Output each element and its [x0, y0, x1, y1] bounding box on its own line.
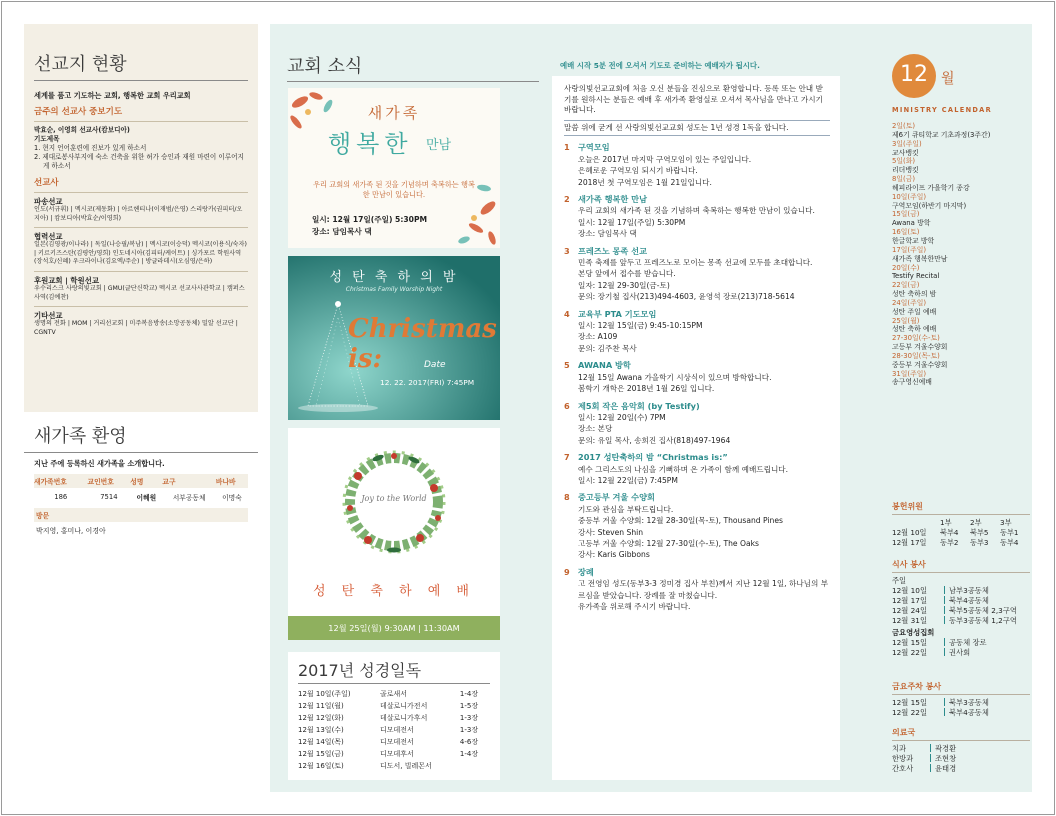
bible-book: 데살로니가전서 [380, 702, 428, 710]
news-item [564, 194, 830, 240]
calendar-event: 구역모임(하반기 마지막) [892, 201, 967, 210]
bible-date: 12월 12일(화) [298, 714, 344, 722]
card3-title: 성 탄 축 하 예 배 [312, 584, 475, 599]
calendar-date: 10일(주일) [892, 192, 927, 201]
news-item-number: 9 [564, 566, 570, 577]
news-list [552, 76, 840, 780]
dept: 치과 [892, 744, 907, 753]
service-team: 북부3공동체 [949, 698, 989, 707]
card1-desc: 우리 교회의 새가족 된 것을 기념하며 축복하는 행복한 만남이 있습니다. [313, 180, 475, 199]
person: 곽경환 [935, 744, 957, 753]
month-suffix: 월 [941, 71, 955, 87]
bible-chapters [460, 760, 488, 772]
calendar-event: 성탄 축하의 밤 [892, 290, 937, 299]
news-item-line: 고 전영임 성도(동부3-3 정미경 집사 부친)께서 지난 12월 1일, 하나님의 부르심을 받았습니다. 장례를 잘 마쳤습니다. [578, 579, 829, 600]
news-item-line: 12월 15일 Awana 가을학기 시상식이 있으며 방학합니다. [578, 372, 772, 382]
verse-note: 말씀 위에 굳게 선 사랑의빛선교교회 성도는 1년 성경 1독을 합니다. [564, 120, 830, 137]
bible-book: 디모데전서 [380, 738, 414, 746]
news-item-line: 고등부 겨울 수양회: 12월 27-30일(수-토), The Oaks [578, 538, 759, 548]
service-team: 북부4공동체 [949, 708, 989, 717]
parking-head: 금요주차 봉사 [892, 682, 1030, 695]
bible-chapters: 1-3장 [459, 726, 479, 734]
table-cell: 이명숙 [222, 494, 242, 502]
group1-title: 파송선교 [34, 197, 63, 206]
calendar-date: 15일(금) [892, 210, 920, 219]
news-item-number: 3 [564, 245, 570, 256]
service-team: 남부3공동체 [949, 586, 989, 595]
service-date: 12월 10일 [892, 528, 927, 537]
news-item-number: 1 [564, 142, 570, 153]
person: 윤태경 [935, 764, 957, 773]
news-item-line: 민족 축제를 앞두고 프레즈노로 모이는 몽족 선교에 모두를 초대합니다. [578, 258, 813, 268]
news-item-line: 문의: 유일 목사, 송희진 집사(818)497-1964 [578, 435, 731, 445]
christmas-service-card [288, 428, 500, 640]
news-item-line: 장소: 본당 [578, 424, 613, 434]
ministry-calendar [892, 122, 1030, 387]
news-item-title: 2017 성탄축하의 밤 “Christmas is:” [578, 452, 728, 463]
news-item-number: 4 [564, 308, 570, 319]
card1-time: 일시: 12월 17일(주일) 5:30PM [312, 215, 428, 224]
calendar-event: 한글학교 방학 [892, 236, 935, 245]
calendar-event: Awana 방학 [892, 219, 931, 228]
meal-head: 식사 봉사 [892, 560, 1030, 573]
welcome-text: 사랑의빛선교교회에 처음 오신 분들을 진심으로 환영합니다. 등록 또는 안내 받기를 원하시는 분들은 예배 후 새가족 환영실로 오셔서 목사님을 만나고 가시기 바랍니다. [564, 84, 823, 115]
bible-book: 데살로니가후서 [380, 714, 428, 722]
dept: 간호사 [892, 764, 914, 773]
card2-date: 12. 22. 2017(FRI) 7:45PM [380, 378, 475, 387]
news-item-title: 중고등부 겨울 수양회 [578, 492, 655, 503]
news-item [564, 567, 830, 613]
news-item-line: 우리 교회의 새가족 된 것을 기념하며 축복하는 행복한 만남이 있습니다. [578, 206, 815, 216]
news-item [564, 452, 830, 486]
news-item-line: 일시: 12월 15일(금) 9:45-10:15PM [578, 321, 703, 331]
col-header: 새가족번호 [34, 478, 67, 486]
news-item-line: 2018년 첫 구역모임은 1월 21일입니다. [578, 177, 712, 187]
group4-title: 기타선교 [34, 311, 63, 321]
bible-title: 2017년 성경일독 [298, 658, 490, 684]
table-cell: 서부공동체 [172, 494, 206, 502]
calendar-date: 20일(수) [892, 263, 920, 272]
service-date: 12월 17일 [892, 596, 927, 605]
bible-book: 디도서, 빌레몬서 [380, 762, 432, 770]
meal-box [892, 560, 1030, 658]
newcomers-title: 새가족 환영 [24, 418, 258, 453]
table-cell: 동부1 [1000, 528, 1019, 537]
service-date: 12월 15일 [892, 698, 927, 707]
medical-box [892, 728, 1030, 774]
bible-table [298, 688, 488, 772]
newcomer-meeting-card [288, 88, 500, 248]
wreath-image [288, 428, 500, 578]
card1-suffix: 만남 [426, 138, 452, 153]
news-item-line: 본당 앞에서 접수를 받습니다. [578, 269, 676, 279]
table-cell: 이혜원 [136, 494, 157, 502]
calendar-date: 8일(금) [892, 175, 916, 184]
bible-book: 디모데전서 [380, 726, 414, 734]
news-item-line: 일시: 12월 22일(금) 7:45PM [578, 475, 678, 485]
newcomers-panel [24, 418, 258, 538]
bible-date: 12월 15일(금) [298, 750, 344, 758]
weekly-head: 금주의 선교사 중보기도 [34, 107, 123, 117]
news-item-line: 일시: 12월 17일(주일) 5:30PM [578, 217, 686, 227]
group2-title: 협력선교 [34, 232, 63, 242]
calendar-date: 3일(주일) [892, 139, 922, 148]
col-header: 교구 [162, 478, 176, 486]
news-item-line: 강사: Karis Gibbons [578, 550, 650, 560]
meal-sub: 주일 [892, 576, 907, 585]
table-cell: 동부4 [1000, 538, 1019, 547]
calendar-event: 송구영신예배 [892, 378, 932, 387]
news-item-line: 강사: Steven Shin [578, 527, 644, 537]
card2-date-label: Date [424, 360, 446, 370]
table-cell: 동부2 [940, 538, 959, 547]
news-item [564, 246, 830, 303]
friday-head: 금요영성집회 [892, 628, 935, 637]
wreath-text: Joy to the World [361, 494, 427, 503]
bible-chapters: 4-6장 [459, 738, 479, 746]
table-cell: 북부5 [970, 528, 989, 537]
news-item-number: 5 [564, 360, 570, 371]
service-date: 12월 15일 [892, 638, 927, 647]
news-item-line: 장소: A109 [578, 332, 618, 342]
card2-sub: Christmas Family Worship Night [345, 286, 443, 293]
service-date: 12월 10일 [892, 586, 927, 595]
news-item-line: 기도와 관심을 부탁드립니다. [578, 504, 674, 514]
calendar-date: 5일(화) [892, 157, 916, 166]
missions-panel [24, 24, 258, 412]
calendar-event: 성탄 주일 예배 [892, 307, 937, 316]
table-cell: 북부4 [940, 528, 959, 537]
news-item-line: 일자: 12월 29-30일(금-토) [578, 280, 670, 290]
news-item-number: 8 [564, 492, 570, 503]
calendar-label: MINISTRY CALENDAR [892, 106, 992, 114]
bible-chapters: 1-5장 [459, 702, 479, 710]
bible-date: 12월 14일(목) [298, 738, 344, 746]
worship-box [892, 502, 1030, 548]
missionary-head: 선교사 [34, 178, 59, 188]
bible-chapters: 1-4장 [459, 690, 479, 698]
calendar-event: 리더뱅킷 [892, 166, 919, 175]
newcomers-table [34, 474, 248, 506]
news-item-title: 구역모임 [578, 142, 610, 153]
person: 조현창 [935, 754, 957, 763]
news-item-line: 은혜로운 구역모임 되시기 바랍니다. [578, 166, 698, 176]
card2-script: Christmas is: [348, 314, 497, 374]
news-item-line: 중등부 겨울 수양회: 12월 28-30일(목-토), Thousand Pines [578, 516, 783, 526]
christmas-night-card [288, 256, 500, 420]
parking-box [892, 682, 1030, 718]
group3-title: 후원교회 | 학원선교 [34, 275, 99, 285]
calendar-date: 28-30일(목-토) [892, 351, 940, 360]
news-item-line: 문의: 장기철 집사(213)494-4603, 윤영석 장로(213)718-5614 [578, 292, 795, 302]
calendar-date: 25일(월) [892, 316, 920, 325]
news-item-number: 7 [564, 452, 570, 463]
calendar-event: 중등부 겨울수양회 [892, 360, 948, 369]
calendar-event: 고등부 겨울수양회 [892, 343, 948, 352]
calendar-event: 제6기 큐티학교 기초과정(3주간) [892, 130, 991, 139]
news-item-line: 봄학기 개학은 2018년 1월 26일 입니다. [578, 384, 715, 394]
col-header: 교인번호 [87, 478, 114, 486]
news-item-number: 6 [564, 400, 570, 411]
prayer-head: 기도제목 [34, 135, 60, 143]
group3-text: 우수리스크 사랑의빛교회 | GMU(글단신학교) 멕시코 선교사사관학교 | 캠퍼스 사역(김예찬) [34, 284, 245, 301]
news-item-title: 제5회 작은 음악회 (by Testify) [578, 400, 700, 411]
news-item-number: 2 [564, 194, 570, 204]
col-header: 바나바 [215, 478, 236, 486]
calendar-date: 27-30일(수-토) [892, 334, 940, 343]
news-item-title: 교육부 PTA 기도모임 [578, 308, 657, 319]
table-cell: 동부3 [970, 538, 989, 547]
bible-date: 12월 10일(주일) [298, 690, 351, 698]
calendar-date: 22일(금) [892, 281, 920, 290]
bible-date: 12월 11일(월) [298, 702, 344, 710]
bible-chapters: 1-4장 [459, 750, 479, 758]
calendar-date: 24일(주일) [892, 298, 927, 307]
group4-text: 생명의 전화 | MOM | 거리선교회 | 미주복음방송(소망공동체) 밀알 선교단 | CGNTV [34, 320, 238, 336]
news-item [564, 401, 830, 447]
missions-title: 선교지 현황 [34, 50, 248, 81]
news-item-title: 새가족 행복한 만남 [578, 194, 647, 204]
table-cell: 7514 [100, 493, 118, 501]
col-header: 성명 [130, 478, 144, 486]
news-title: 교회 소식 [287, 52, 539, 82]
news-banner: 예배 시작 5분 전에 오셔서 기도로 준비하는 예배자가 됩시다. [560, 61, 760, 70]
news-item [564, 142, 830, 188]
prayer-1: 1. 현지 언어훈련에 진보가 있게 하소서 [34, 144, 147, 152]
card3-time: 12월 25일(월) 9:30AM | 11:30AM [288, 616, 500, 640]
medical-head: 의료국 [892, 728, 1030, 741]
service-date: 12월 31일 [892, 616, 927, 625]
newcomers-intro: 지난 주에 등록하신 새가족을 소개합니다. [34, 459, 165, 468]
bible-date: 12월 13일(수) [298, 726, 344, 734]
service-date: 12월 24일 [892, 606, 927, 615]
news-items [564, 142, 830, 612]
bible-book: 디모데후서 [380, 750, 414, 758]
card1-big: 행복한 [328, 130, 413, 158]
visitors: 박지영, 홍미나, 이경아 [36, 527, 106, 535]
group2-text: 일본(김영광/이나라) | 독일(나승필/복남) | 멕시코(이승덕) 멕시코(이용식/숙자) | 키르키즈스탄(김평안/영희) 인도네시아(김피터/케이트) | 싱가포르 학원사역(장석호/신혜) 우크라이나(김요엑/주순) | 방글라데시(오심영/은하) [34, 241, 247, 266]
missions-motto: 세계를 품고 기도하는 교회, 행복한 교회 우리교회 [34, 91, 191, 100]
card1-place: 장소: 담임목사 댁 [312, 227, 372, 236]
bible-date: 12월 16일(토) [298, 762, 344, 770]
weekly-name: 박효순, 이영희 선교사(캄보디아) [34, 126, 130, 134]
service-team: 북부4공동체 [949, 596, 989, 605]
news-item-title: 장례 [578, 566, 594, 577]
service-team: 공동체 장로 [949, 638, 987, 647]
col-header: 1부 [940, 518, 952, 527]
card2-top: 성 탄 축 하 의 밤 [329, 270, 459, 285]
bible-book: 골로새서 [380, 690, 408, 698]
news-item [564, 492, 830, 560]
service-team: 동부3공동체 1,2구역 [949, 616, 1017, 625]
bible-chapters: 1-3장 [459, 714, 479, 722]
visit-head: 방문 [34, 508, 248, 522]
service-team: 권사회 [949, 648, 971, 657]
bible-reading-panel [288, 652, 500, 780]
month-number: 12 [900, 62, 928, 87]
news-item-line: 장소: 담임목사 댁 [578, 229, 637, 239]
col-header: 2부 [970, 518, 982, 527]
news-item-line: 오늘은 2017년 마지막 구역모임이 있는 주일입니다. [578, 154, 752, 164]
service-team: 북부5공동체 2,3구역 [949, 606, 1017, 615]
prayer-2: 2. 제대로봉사부지에 숙소 건축을 위한 허가 승인과 재원 마련이 이루어지게 하소서 [34, 153, 244, 170]
calendar-date: 16일(토) [892, 228, 920, 237]
calendar-event: 성탄 축하 예배 [892, 325, 937, 334]
dept: 한방과 [892, 754, 914, 763]
calendar-event: 교사뱅킷 [892, 148, 919, 157]
calendar-event: 헤피라이프 가을학기 종강 [892, 183, 970, 192]
calendar-event: Testify Recital [892, 272, 940, 281]
news-item [564, 360, 830, 394]
service-date: 12월 22일 [892, 648, 927, 657]
calendar-date: 17일(주일) [892, 245, 927, 254]
service-date: 12월 22일 [892, 708, 927, 717]
card1-small: 새가족 [367, 104, 421, 122]
group1-text: 인도(서규휘) | 멕시코(제동화) | 아르헨티나(이재범/은영) 스리랑카(권피터/오지아) | 캄보디아(박효순/이영희) [34, 206, 243, 222]
calendar-date: 31일(주일) [892, 369, 927, 378]
news-item-line: 예수 그리스도의 나심을 기뻐하며 온 가족이 함께 예배드립니다. [578, 464, 789, 474]
worship-table [892, 518, 1030, 548]
col-header: 3부 [1000, 518, 1012, 527]
calendar-event: 새가족 행복한만남 [892, 254, 948, 263]
service-date: 12월 17일 [892, 538, 927, 547]
news-item-line: 문의: 김주찬 목사 [578, 343, 637, 353]
news-item-line: 일시: 12월 20일(수) 7PM [578, 412, 666, 422]
news-item [564, 309, 830, 355]
news-item-title: 프레즈노 몽족 선교 [578, 245, 647, 256]
worship-head: 봉헌위원 [892, 502, 1030, 515]
news-item-title: AWANA 방학 [578, 360, 631, 371]
table-cell: 186 [54, 493, 68, 501]
news-item-line: 유가족을 위로해 주시기 바랍니다. [578, 602, 691, 611]
calendar-date: 2일(토) [892, 122, 916, 130]
